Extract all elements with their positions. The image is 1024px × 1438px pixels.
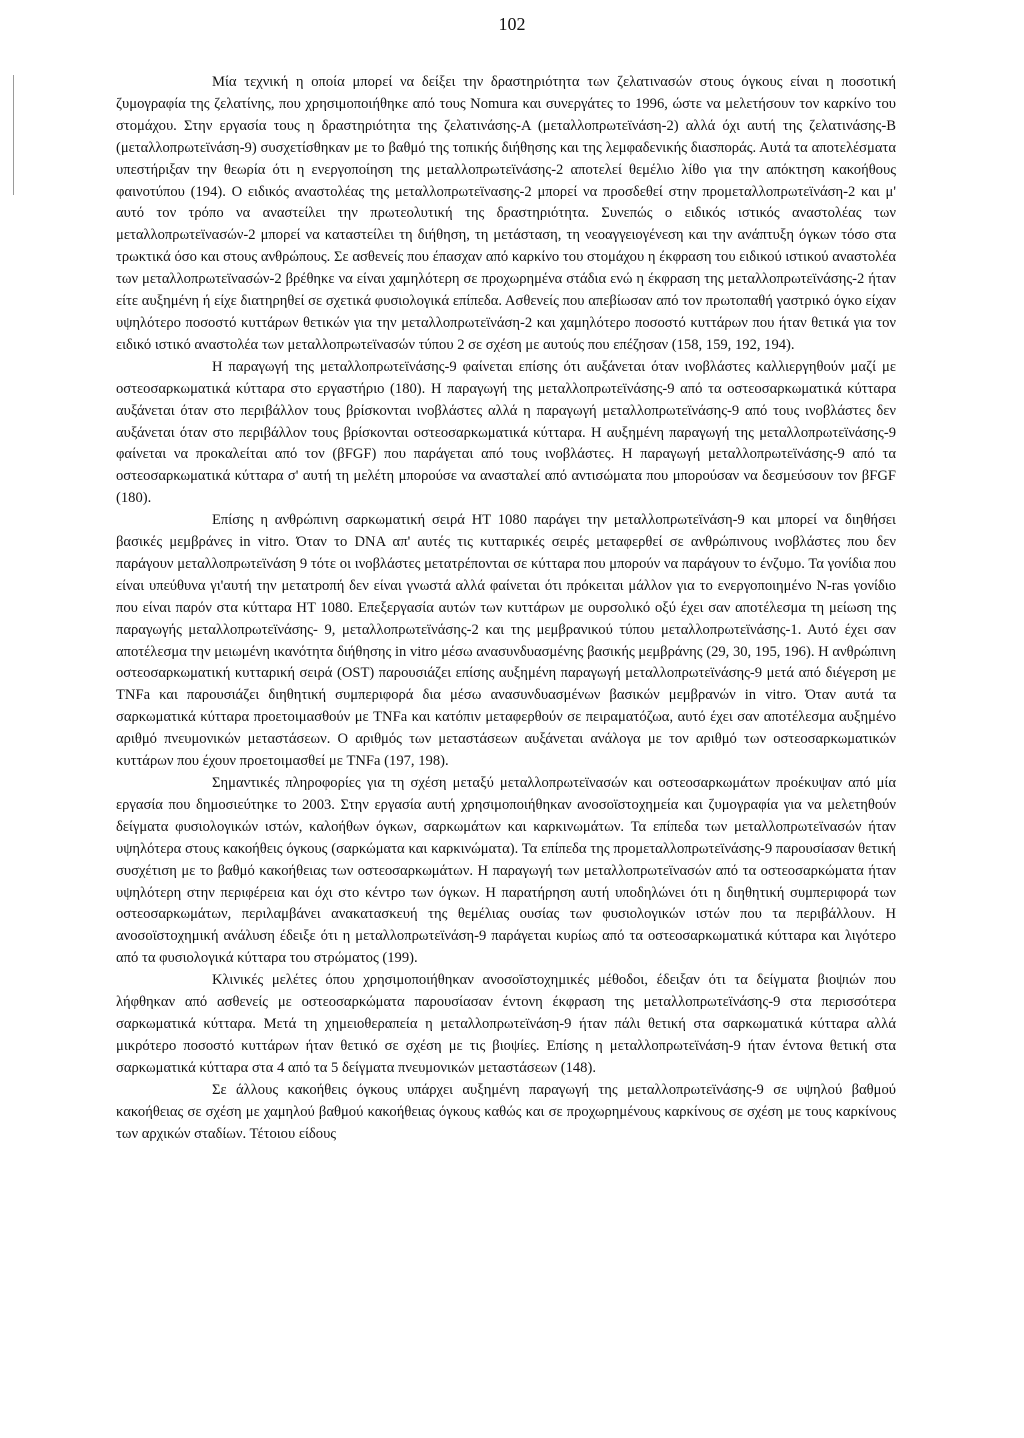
body-text xyxy=(116,72,896,1145)
scan-margin-line xyxy=(13,75,14,195)
paragraph-fibroblast-mmp9: Η παραγωγή της μεταλλοπρωτεϊνάσης-9 φαίνεται επίσης ότι αυξάνεται όταν ινοβλάστες καλλιεργηθούν μαζί με οστεοσαρκωματικά κύτταρα στο εργαστήριο (180). Η παραγωγή της μεταλλοπρωτεϊνάσης-9 από τα οστεοσαρκωματικά κύτταρα αυξάνεται όταν στο περιβάλλον τους βρίσκονται ινοβλάστες αλλά η παραγωγή μεταλλοπρωτεϊνάσης-9 από τους ινοβλάστες δεν αυξάνεται όταν στο περιβάλλον τους βρίσκονται οστεοσαρκωματικά κύτταρα. Η αυξημένη παραγωγή της μεταλλοπρωτεϊνάσης-9 φαίνεται να προκαλείται από τον (βFGF) που παράγεται από τους ινοβλάστες. Η παραγωγή μεταλλοπρωτεϊνάσης-9 από τα οστεοσαρκωματικά κύτταρα σ' αυτή τη μελέτη μπορούσε να ανασταλεί από αντισώματα που μπορούσαν να δεσμεύσουν τον βFGF (180). xyxy=(116,358,896,507)
page-number: 102 xyxy=(498,14,526,34)
paragraph-other-tumors: Σε άλλους κακοήθεις όγκους υπάρχει αυξημένη παραγωγή της μεταλλοπρωτεϊνάσης-9 σε υψηλού βαθμού κακοήθειας σε σχέση με χαμηλού βαθμού κακοήθειας όγκους καθώς και σε προχωρημένους καρκίνους σε σχέση με τους καρκίνους των αρχικών σταδίων. Τέτοιου είδους xyxy=(116,1081,896,1142)
paragraph-gelatinase-zymography: Μία τεχνική η οποία μπορεί να δείξει την δραστηριότητα των ζελατινασών στους όγκους είναι η ποσοτική ζυμογραφία της ζελατίνης, που χρησιμοποιήθηκε από τους Nomura και συνεργάτες το 1996, ώστε να μελετήσουν τον καρκίνο του στομάχου. Στην εργασία τους η δραστηριότητα της ζελατινάσης-Α (μεταλλοπρωτεϊνάση-2) αλλά όχι αυτή της ζελατινάσης-Β (μεταλλοπρωτεϊνάση-9) συσχετίσθηκαν με το βαθμό της τοπικής διήθησης και της λεμφαδενικής διασποράς. Αυτά τα αποτελέσματα υπεστήριξαν την θεωρία ότι η ενεργοποίηση της μεταλλοπρωτεϊνάσης-2 αποτελεί θεμέλιο λίθο για την απόκτηση κακοήθους φαινοτύπου (194). Ο ειδικός αναστολέας της μεταλλοπρωτεϊνασης-2 μπορεί να προσδεθεί στην προμεταλλοπρωτεϊνάση-2 και μ' αυτό τον τρόπο να αναστείλει την πρωτεολυτική της δραστηριότητα. Συνεπώς ο ειδικός ιστικός αναστολέας των μεταλλοπρωτεϊνασών-2 μπορεί να καταστείλει τη διήθηση, τη μετάσταση, τη νεοαγγειογένεση και την ανάπτυξη όγκων τόσο στα τρωκτικά όσο και στους ανθρώπους. Σε ασθενείς που έπασχαν από καρκίνο του στομάχου η έκφραση του ειδικού ιστικού αναστολέα των μεταλλοπρωτεϊνασών-2 βρέθηκε να είναι χαμηλότερη σε προχωρημένα στάδια ενώ η έκφραση της μεταλλοπρωτεϊνάσης-2 ήταν είτε αυξημένη ή είχε διατηρηθεί σε σχετικά φυσιολογικά επίπεδα. Ασθενείς που απεβίωσαν από τον πρωτοπαθή γαστρικό όγκο είχαν υψηλότερο ποσοστό κυττάρων θετικών για την μεταλλοπρωτεϊνάση-2 και χαμηλότερο ποσοστό κυττάρων που ήταν θετικά για τον ειδικό ιστικό αναστολέα των μεταλλοπρωτεϊνασών τύπου 2 σε σχέση με αυτούς που επέζησαν (158, 159, 192, 194). xyxy=(116,74,896,353)
paragraph-ht1080-cell-line: Επίσης η ανθρώπινη σαρκωματική σειρά HT 1080 παράγει την μεταλλοπρωτεϊνάση-9 και μπορεί να διηθήσει βασικές μεμβράνες in vitro. Όταν το DNA απ' αυτές τις κυτταρικές σειρές μεταφερθεί σε ανθρώπινους ινοβλάστες που δεν παράγουν μεταλλοπρωτεϊνάση 9 τότε οι ινοβλάστες μετατρέπονται σε κύτταρα που μπορούν να παράγουν το ένζυμο. Τα γονίδια που είναι υπεύθυνα γι'αυτή την μετατροπή δεν είναι γνωστά αλλά φαίνεται ότι πρόκειται μάλλον για το ενεργοποιημένο N-ras γονίδιο που είναι παρόν στα κύτταρα HT 1080. Επεξεργασία αυτών των κυττάρων με ουρσολικό οξύ έχει σαν αποτέλεσμα τη μείωση της παραγωγής μεταλλοπρωτεϊνάσης- 9, μεταλλοπρωτεϊνάσης-2 και της μεμβρανικού τύπου μεταλλοπρωτεϊνάσης-1. Αυτό έχει σαν αποτέλεσμα την μειωμένη ικανότητα διήθησης in vitro μέσω ανασυνδυασμένης βασικής μεμβράνης (29, 30, 195, 196). Η ανθρώπινη οστεοσαρκωματική κυτταρική σειρά (OST) παρουσιάζει επίσης αυξημένη παραγωγή μεταλλοπρωτεϊνάσης-9 μετά από διέγερση με TNFa και παρουσιάζει διηθητική συμπεριφορά δια μέσω ανασυνδυασμένων βασικών μεμβρανών in vitro. Όταν αυτά τα σαρκωματικά κύτταρα προετοιμασθούν με TNFa και κατόπιν μεταφερθούν σε πειραματόζωα, αυτό έχει σαν αποτέλεσμα αυξημένο αριθμό πνευμονικών μεταστάσεων. Ο αριθμός των μεταστάσεων αυξάνεται ανάλογα με τον αριθμό των οστεοσαρκωματικών κυττάρων που έχουν προετοιμασθεί με TNFa (197, 198). xyxy=(116,512,896,770)
paragraph-2003-study: Σημαντικές πληροφορίες για τη σχέση μεταξύ μεταλλοπρωτεϊνασών και οστεοσαρκωμάτων προέκυψαν από μία εργασία που δημοσιεύτηκε το 2003. Στην εργασία αυτή χρησιμοποιήθηκαν ανοσοϊστοχημεία και ζυμογραφία για να μελετηθούν δείγματα φυσιολογικών ιστών, καλοήθων όγκων, σαρκωμάτων και καρκινωμάτων. Τα επίπεδα των μεταλλοπρωτεϊνασών ήταν υψηλότερα στους κακοήθεις όγκους (σαρκώματα και καρκινώματα). Τα επίπεδα της προμεταλλοπρωτεϊνάσης-9 παρουσίασαν θετική συσχέτιση με το βαθμό κακοήθειας των οστεοσαρκωμάτων. Η παραγωγή των μεταλλοπρωτεϊνασών από τα οστεοσαρκώματα ήταν υψηλότερη στην περιφέρεια και όχι στο κέντρο των όγκων. Η παρατήρηση αυτή υποδηλώνει ότι η διηθητική συμπεριφορά των οστεοσαρκωμάτων, περιλαμβάνει ανακατασκευή της θεμέλιας ουσίας των φυσιολογικών ιστών που τα περιβάλλουν. Η ανοσοϊστοχημική ανάλυση έδειξε ότι η μεταλλοπρωτεϊνάση-9 παράγεται κυρίως από τα οστεοσαρκωματικά κύτταρα και λιγότερο από τα φυσιολογικά κύτταρα του στρώματος (199). xyxy=(116,775,896,967)
paragraph-clinical-studies: Κλινικές μελέτες όπου χρησιμοποιήθηκαν ανοσοϊστοχημικές μέθοδοι, έδειξαν ότι τα δείγματα βιοψιών που λήφθηκαν από ασθενείς με οστεοσαρκώματα παρουσίασαν έντονη έκφραση της μεταλλοπρωτεϊνάσης-9 στα περισσότερα σαρκωματικά κύτταρα. Μετά τη χημειοθεραπεία η μεταλλοπρωτεϊνάση-9 ήταν πάλι θετική στα σαρκωματικά κύτταρα αλλά μικρότερο ποσοστό κυττάρων ήταν θετικό σε σχέση με τις βιοψίες. Επίσης η μεταλλοπρωτεϊνάση-9 ήταν έντονα θετική στα σαρκωματικά κύτταρα στα 4 από τα 5 δείγματα πνευμονικών μεταστάσεων (148). xyxy=(116,972,896,1076)
